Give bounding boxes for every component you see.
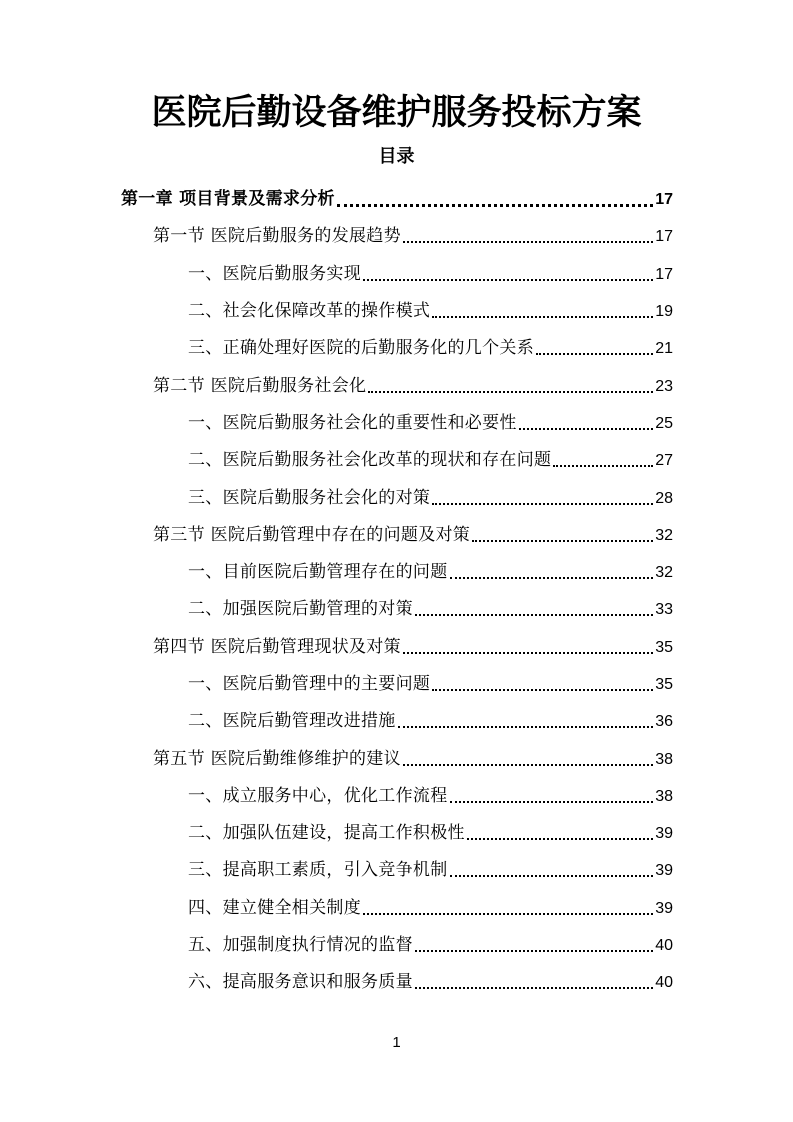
toc-entry-page-number: 27 xyxy=(655,452,673,470)
toc-dot-leader xyxy=(415,964,653,1001)
toc-entry-item[interactable] xyxy=(0,778,793,815)
toc-entry-item[interactable] xyxy=(0,293,793,330)
toc-entry-page-number: 23 xyxy=(655,377,673,395)
toc-entry-page-number: 28 xyxy=(655,489,673,507)
toc-dot-leader xyxy=(450,778,654,815)
toc-entry-label: 一、医院后勤服务实现 xyxy=(188,263,361,284)
toc-entry-page-number: 39 xyxy=(655,899,673,917)
toc-dot-leader xyxy=(337,181,653,218)
toc-entry-label: 一、医院后勤管理中的主要问题 xyxy=(188,674,431,694)
toc-entry-item[interactable] xyxy=(0,927,793,964)
toc-dot-leader xyxy=(536,330,653,367)
toc-entry-page-number: 36 xyxy=(655,713,673,731)
toc-entry-page-number: 25 xyxy=(655,414,673,432)
toc-entry-label: 一、医院后勤服务社会化的重要性和必要性 xyxy=(188,412,517,433)
toc-entry-chapter[interactable] xyxy=(0,181,793,218)
toc-entry-label: 第三节 医院后勤管理中存在的问题及对策 xyxy=(153,524,471,545)
toc-entry-page-number: 38 xyxy=(655,750,673,768)
toc-entry-label: 五、加强制度执行情况的监督 xyxy=(188,935,413,956)
toc-entry-item[interactable] xyxy=(0,852,793,889)
toc-entry-label: 二、医院后勤管理改进措施 xyxy=(188,711,396,732)
toc-entry-label: 第四节 医院后勤管理现状及对策 xyxy=(153,636,401,657)
toc-dot-leader xyxy=(519,405,654,442)
toc-dot-leader xyxy=(432,666,653,703)
toc-dot-leader xyxy=(403,629,653,666)
toc-entry-page-number: 39 xyxy=(655,825,673,843)
toc-entry-label: 第二节 医院后勤服务社会化 xyxy=(153,375,367,396)
toc-entry-label: 二、医院后勤服务社会化改革的现状和存在问题 xyxy=(188,450,552,471)
toc-dot-leader xyxy=(450,852,654,889)
toc-dot-leader xyxy=(450,554,654,591)
toc-entry-section[interactable] xyxy=(0,629,793,666)
toc-dot-leader xyxy=(415,927,653,964)
toc-entry-page-number: 32 xyxy=(655,564,673,582)
toc-entry-page-number: 19 xyxy=(655,303,673,321)
toc-dot-leader xyxy=(363,256,653,293)
toc-entry-section[interactable] xyxy=(0,517,793,554)
toc-entry-page-number: 21 xyxy=(655,340,673,358)
toc-entry-page-number: 35 xyxy=(655,676,673,693)
toc-entry-label: 一、成立服务中心，优化工作流程 xyxy=(188,785,448,806)
toc-heading: 目录 xyxy=(378,146,415,167)
toc-dot-leader xyxy=(553,442,653,479)
toc-dot-leader xyxy=(403,741,653,778)
toc-entry-label: 三、正确处理好医院的后勤服务化的几个关系 xyxy=(188,338,534,359)
toc-entry-section[interactable] xyxy=(0,218,793,255)
toc-entry-label: 二、加强医院后勤管理的对策 xyxy=(188,599,413,620)
toc-entry-page-number: 40 xyxy=(655,937,673,955)
toc-dot-leader xyxy=(432,293,653,330)
toc-entry-label: 二、社会化保障改革的操作模式 xyxy=(188,301,431,322)
toc-entry-page-number: 40 xyxy=(655,974,673,992)
toc-entry-item[interactable] xyxy=(0,442,793,479)
toc-dot-leader xyxy=(472,517,653,554)
toc-dot-leader xyxy=(403,218,653,255)
toc-entry-item[interactable] xyxy=(0,405,793,442)
toc-dot-leader xyxy=(398,703,654,740)
toc-dot-leader xyxy=(432,480,653,517)
toc-entry-page-number: 17 xyxy=(655,228,673,246)
toc-entry-page-number: 32 xyxy=(655,526,673,544)
toc-dot-leader xyxy=(368,368,653,405)
table-of-contents xyxy=(0,181,793,1002)
toc-entry-label: 第五节 医院后勤维修维护的建议 xyxy=(153,748,401,769)
toc-dot-leader xyxy=(363,890,653,927)
toc-entry-label: 一、目前医院后勤管理存在的问题 xyxy=(188,562,448,583)
toc-entry-item[interactable] xyxy=(0,666,793,703)
toc-entry-label: 第一节 医院后勤服务的发展趋势 xyxy=(153,226,401,247)
toc-entry-item[interactable] xyxy=(0,256,793,293)
toc-entry-label: 二、加强队伍建设，提高工作积极性 xyxy=(188,823,465,844)
toc-entry-label: 六、提高服务意识和服务质量 xyxy=(188,972,413,993)
toc-entry-page-number: 17 xyxy=(655,191,673,209)
toc-entry-section[interactable] xyxy=(0,367,793,404)
toc-entry-item[interactable] xyxy=(0,554,793,591)
toc-entry-item[interactable] xyxy=(0,330,793,367)
toc-dot-leader xyxy=(415,591,653,628)
toc-entry-page-number: 38 xyxy=(655,787,673,805)
toc-entry-item[interactable] xyxy=(0,815,793,852)
toc-entry-item[interactable] xyxy=(0,890,793,927)
toc-dot-leader xyxy=(467,815,653,852)
document-title: 医院后勤设备维护服务投标方案 xyxy=(151,93,642,133)
toc-entry-label: 三、医院后勤服务社会化的对策 xyxy=(188,487,431,508)
toc-entry-item[interactable] xyxy=(0,479,793,516)
toc-entry-page-number: 35 xyxy=(655,638,673,656)
toc-entry-section[interactable] xyxy=(0,740,793,777)
toc-entry-item[interactable] xyxy=(0,703,793,740)
toc-entry-item[interactable] xyxy=(0,591,793,628)
toc-entry-page-number: 17 xyxy=(655,265,673,283)
toc-entry-label: 三、提高职工素质，引入竞争机制 xyxy=(188,860,448,881)
page-number: 1 xyxy=(392,1034,401,1051)
toc-entry-label: 四、建立健全相关制度 xyxy=(188,897,361,918)
toc-entry-page-number: 39 xyxy=(655,862,673,880)
toc-entry-item[interactable] xyxy=(0,964,793,1001)
toc-entry-page-number: 33 xyxy=(655,601,673,619)
toc-entry-label: 第一章 项目背景及需求分析 xyxy=(121,189,335,210)
